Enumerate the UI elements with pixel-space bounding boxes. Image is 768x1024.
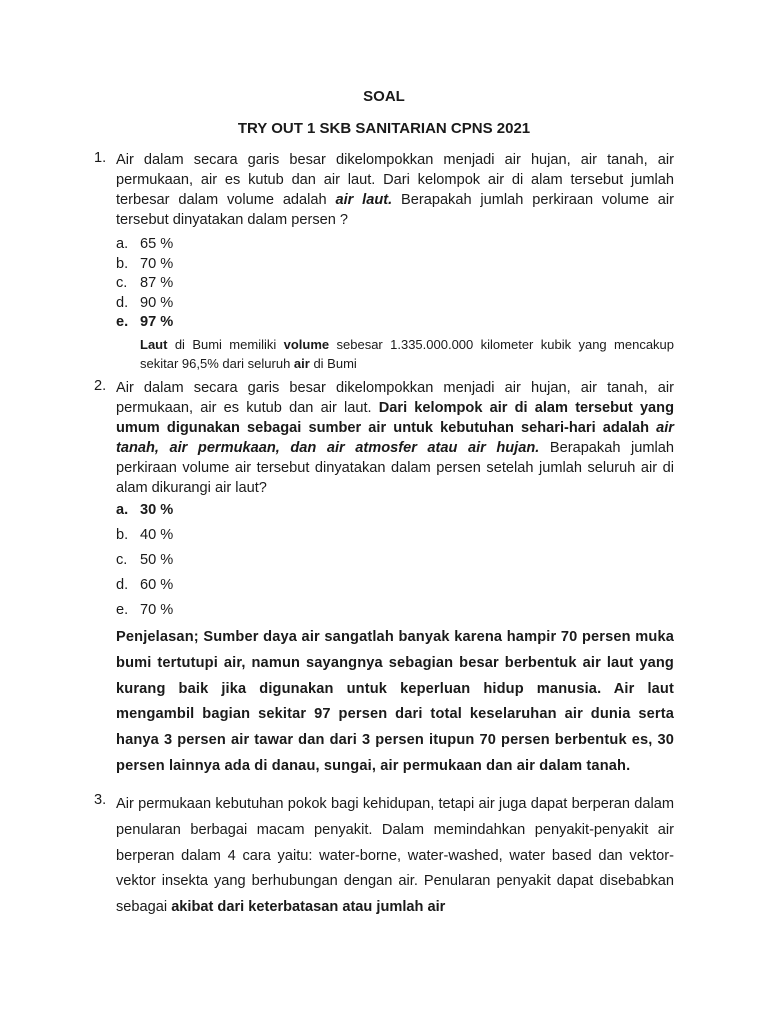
option-text: 70 % <box>140 255 174 272</box>
option-d[interactable] <box>116 294 674 314</box>
options-list <box>116 235 674 333</box>
option-b[interactable] <box>116 255 674 275</box>
option-b[interactable] <box>116 523 674 548</box>
option-letter: b. <box>116 255 129 272</box>
option-text: 40 % <box>140 527 174 543</box>
note-text: di Bumi memiliki <box>167 336 284 352</box>
answer-explanation: Penjelasan; Sumber daya air sangatlah banyak karena hampir 70 persen muka bumi tertutupi air, namun sayangnya sebagian besar berbentuk air laut yang kurang baik jika digunakan untuk keperluan hidup manusia. Air laut mengambil bagian sekitar 97 persen dari total keselaruhan air dunia serta hanya 3 persen air tawar dan dari 3 persen itupun 70 persen berbentuk es, 30 persen lainnya ada di danau, sungai, air permukaan dan air dalam tanah. <box>116 629 674 774</box>
question-2 <box>94 378 674 780</box>
question-text-part: Berapakah jumlah perkiraan volume air tersebut dinyatakan dalam persen ? <box>116 192 675 228</box>
note-bold: air <box>293 355 310 371</box>
document-subtitle: TRY OUT 1 SKB SANITARIAN CPNS 2021 <box>237 120 531 137</box>
question-text-part: Air dalam secara garis besar dikelompokkan menjadi air hujan, air tanah, air permukaan, air es kutub dan air laut. <box>116 380 674 416</box>
question-number: 3. <box>94 792 107 808</box>
option-text: 60 % <box>140 577 174 593</box>
option-letter: d. <box>116 294 129 311</box>
option-letter: a. <box>116 502 129 518</box>
note-bold: Laut <box>140 336 168 352</box>
question-emphasis: akibat dari keterbatasan atau jumlah air <box>171 899 446 916</box>
question-1 <box>94 150 674 373</box>
note-bold: volume <box>283 336 330 352</box>
question-emphasis: Dari kelompok air di alam tersebut yang umum digunakan sebagai sumber air untuk kebutuhan sehari-hari adalah <box>116 400 675 436</box>
option-text: 87 % <box>140 275 174 291</box>
option-letter: b. <box>116 527 129 543</box>
question-number: 1. <box>94 150 107 166</box>
option-text: 65 % <box>140 236 174 252</box>
question-text-part: Air permukaan kebutuhan pokok bagi kehidupan, tetapi air juga dapat berperan dalam penularan berbagai macam penyakit. Dalam memindahkan penyakit-penyakit air berperan dalam 4 cara yaitu: water-borne, water-washed, water based dan vektor-vektor insekta yang berhubungan dengan air. Penularan penyakit dapat disebabkan sebagai <box>116 796 674 916</box>
option-text: 97 % <box>140 314 174 330</box>
document-title: SOAL <box>363 88 405 105</box>
option-a[interactable] <box>116 235 674 255</box>
option-c[interactable] <box>116 548 674 573</box>
options-list <box>116 498 674 623</box>
question-emphasis: air laut. <box>335 192 393 208</box>
option-e[interactable] <box>116 598 674 623</box>
option-text: 30 % <box>140 502 174 518</box>
question-number: 2. <box>94 378 107 394</box>
question-emphasis-italic: air tanah, air permukaan, dan air atmosfer atau air hujan. <box>116 420 674 456</box>
note-text: di Bumi <box>309 355 357 371</box>
question-text <box>116 378 674 498</box>
option-letter: d. <box>116 577 129 593</box>
option-letter: e. <box>116 602 129 618</box>
option-letter: c. <box>116 552 128 568</box>
note-text: sebesar 1.335.000.000 kilometer kubik yang mencakup sekitar 96,5% dari seluruh <box>140 336 675 371</box>
question-text-part: Air dalam secara garis besar dikelompokkan menjadi air hujan, air tanah, air permukaan, air es kutub dan air laut. Dari kelompok air di alam tersebut jumlah terbesar dalam volume adalah <box>116 152 674 208</box>
question-text-part: Berapakah jumlah perkiraan volume air tersebut dinyatakan dalam persen setelah jumlah seluruh air di alam dikurangi air laut? <box>116 440 674 496</box>
option-letter: e. <box>116 314 129 330</box>
option-e-correct[interactable] <box>116 313 674 333</box>
question-text <box>116 150 674 230</box>
option-letter: a. <box>116 236 129 252</box>
option-text: 50 % <box>140 552 174 568</box>
option-text: 90 % <box>140 294 174 311</box>
option-a-correct[interactable] <box>116 498 674 523</box>
option-d[interactable] <box>116 573 674 598</box>
option-letter: c. <box>116 275 128 291</box>
question-text <box>116 792 674 921</box>
question-3 <box>94 792 674 921</box>
answer-note <box>140 335 674 373</box>
option-text: 70 % <box>140 602 174 618</box>
option-c[interactable] <box>116 274 674 294</box>
